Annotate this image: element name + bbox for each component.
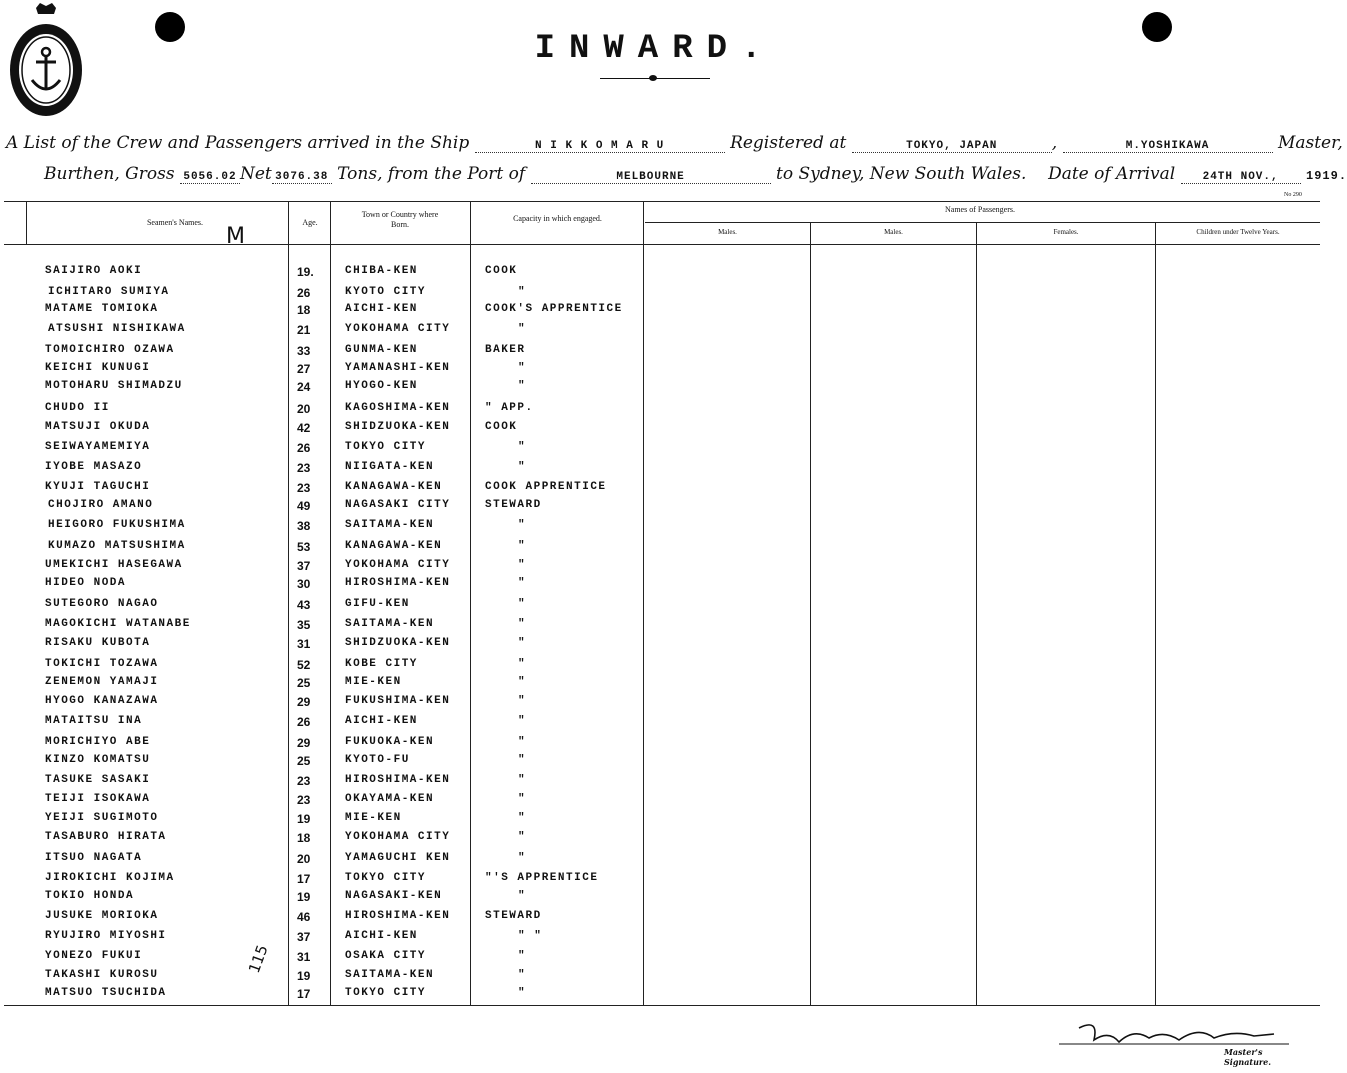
crew-capacity: " [518,987,527,999]
crew-capacity: " [518,676,527,688]
registered-label: Registered at [730,133,847,153]
crew-capacity: " [518,519,527,531]
header-children: Children under Twelve Years. [1196,228,1280,236]
ship-name: N I K K O M A R U [475,140,725,153]
arrival-date: 24TH NOV., [1181,171,1301,184]
crew-name: KINZO KOMATSU [45,754,151,766]
crew-birthplace: TOKYO CITY [345,987,427,999]
crew-age: 19 [297,969,311,983]
crew-capacity: COOK [485,421,518,433]
crew-capacity: " [518,890,527,902]
crew-age: 29 [297,695,311,709]
header-males-2: Males. [884,228,903,236]
crew-name: HEIGORO FUKUSHIMA [48,519,186,531]
crew-birthplace: KANAGAWA-KEN [345,540,443,552]
crew-age: 23 [297,481,311,495]
crew-name: SUTEGORO NAGAO [45,598,159,610]
master-label: Master, [1277,133,1343,153]
crew-capacity: " " [518,930,543,942]
crew-birthplace: CHIBA-KEN [345,265,418,277]
gross-tons: 5056.02 [180,171,240,184]
crew-name: ITSUO NAGATA [45,852,143,864]
crew-birthplace: OKAYAMA-KEN [345,793,435,805]
crew-birthplace: HYOGO-KEN [345,380,418,392]
crew-name: IYOBE MASAZO [45,461,143,473]
crew-birthplace: FUKUOKA-KEN [345,736,435,748]
master-signature [1039,1010,1299,1067]
crew-capacity: " [518,695,527,707]
crew-age: 20 [297,852,311,866]
crew-capacity: " [518,793,527,805]
crew-age: 21 [297,323,311,337]
crew-birthplace: SAITAMA-KEN [345,519,435,531]
crew-birthplace: YAMANASHI-KEN [345,362,451,374]
crew-age: 20 [297,402,311,416]
crew-name: CHUDO II [45,402,110,414]
crew-name: ATSUSHI NISHIKAWA [48,323,186,335]
crew-birthplace: NAGASAKI-KEN [345,890,443,902]
crew-age: 33 [297,344,311,358]
crew-age: 23 [297,774,311,788]
crew-age: 25 [297,754,311,768]
crew-age: 25 [297,676,311,690]
crew-birthplace: KYOTO CITY [345,286,427,298]
crew-birthplace: GIFU-KEN [345,598,410,610]
crew-name: YONEZO FUKUI [45,950,143,962]
crew-birthplace: AICHI-KEN [345,715,418,727]
crew-capacity: " [518,852,527,864]
crew-birthplace: YOKOHAMA CITY [345,831,451,843]
burthen-label: Burthen, Gross [44,164,175,184]
crew-birthplace: KOBE CITY [345,658,418,670]
col-divider [288,201,289,1005]
passenger-subrule [645,222,1320,223]
crew-birthplace: YOKOHAMA CITY [345,323,451,335]
office-seal [6,2,86,120]
crew-capacity: " [518,362,527,374]
crew-capacity: " [518,618,527,630]
crew-birthplace: MIE-KEN [345,812,402,824]
crew-birthplace: HIROSHIMA-KEN [345,910,451,922]
col-divider [26,201,27,245]
crew-birthplace: FUKUSHIMA-KEN [345,695,451,707]
crew-age: 38 [297,519,311,533]
crew-capacity: STEWARD [485,499,542,511]
crew-name: TEIJI ISOKAWA [45,793,151,805]
header-males-1: Males. [718,228,737,236]
signature-label: Master's Signature. [1224,1047,1272,1067]
crew-name: MATAITSU INA [45,715,143,727]
crew-birthplace: YOKOHAMA CITY [345,559,451,571]
crew-capacity: " [518,286,527,298]
burthen-line [44,164,1346,184]
crew-capacity: " [518,323,527,335]
header-capacity: Capacity in which engaged. [513,214,602,223]
master-name: M.YOSHIKAWA [1063,140,1273,153]
crew-capacity: " [518,380,527,392]
crew-capacity: " APP. [485,402,534,414]
form-number: No 290 [1284,192,1302,198]
crew-name: TOKICHI TOZAWA [45,658,159,670]
crew-capacity: " [518,969,527,981]
crew-birthplace: GUNMA-KEN [345,344,418,356]
registered-port: TOKYO, JAPAN [852,140,1052,153]
crew-age: 19 [297,890,311,904]
crew-capacity: " [518,559,527,571]
crew-age: 52 [297,658,311,672]
crew-name: RISAKU KUBOTA [45,637,151,649]
crew-birthplace: TOKYO CITY [345,441,427,453]
crew-age: 31 [297,637,311,651]
crew-age: 26 [297,441,311,455]
header-age: Age. [302,218,318,227]
crew-birthplace: AICHI-KEN [345,303,418,315]
handwritten-tick: M [226,224,245,249]
crew-name: JUSUKE MORIOKA [45,910,159,922]
crew-name: KUMAZO MATSUSHIMA [48,540,186,552]
crew-name: UMEKICHI HASEGAWA [45,559,183,571]
punch-hole-left [155,12,185,42]
crew-name: TASUKE SASAKI [45,774,151,786]
crew-name: TOMOICHIRO OZAWA [45,344,175,356]
margin-note: 115 [244,942,272,976]
header-bottom-rule [4,244,1320,245]
header-passengers: Names of Passengers. [945,205,1015,214]
crew-birthplace: MIE-KEN [345,676,402,688]
crew-capacity: BAKER [485,344,526,356]
crew-age: 19 [297,812,311,826]
crew-name: JIROKICHI KOJIMA [45,872,175,884]
crew-capacity: " [518,715,527,727]
crew-capacity: " [518,461,527,473]
crew-birthplace: KANAGAWA-KEN [345,481,443,493]
crew-birthplace: SHIDZUOKA-KEN [345,637,451,649]
crew-capacity: COOK [485,265,518,277]
crew-name: SAIJIRO AOKI [45,265,143,277]
tons-label: Tons, from the Port of [337,164,526,184]
table-bottom-rule [4,1005,1320,1006]
crew-birthplace: KYOTO-FU [345,754,410,766]
crew-age: 30 [297,577,311,591]
crew-age: 17 [297,872,311,886]
crew-name: MORICHIYO ABE [45,736,151,748]
crew-capacity: " [518,774,527,786]
crew-name: SEIWAYAMEMIYA [45,441,151,453]
title-ornament [649,75,657,81]
crew-capacity: " [518,577,527,589]
to-sydney: to Sydney, New South Wales. [776,164,1027,184]
crew-capacity: " [518,736,527,748]
crew-name: MATAME TOMIOKA [45,303,159,315]
port-from: MELBOURNE [531,171,771,184]
crew-name: TOKIO HONDA [45,890,135,902]
crew-birthplace: NAGASAKI CITY [345,499,451,511]
intro-line [6,133,1343,153]
crew-name: HYOGO KANAZAWA [45,695,159,707]
crew-capacity: COOK APPRENTICE [485,481,607,493]
crew-capacity: "'S APPRENTICE [485,872,599,884]
crew-age: 35 [297,618,311,632]
crew-birthplace: YAMAGUCHI KEN [345,852,451,864]
table-top-rule [4,201,1320,202]
intro-text: A List of the Crew and Passengers arrived in the Ship [6,133,470,153]
crew-age: 37 [297,559,311,573]
crew-age: 29 [297,736,311,750]
crew-capacity: " [518,754,527,766]
crew-name: MOTOHARU SHIMADZU [45,380,183,392]
crew-capacity: COOK'S APPRENTICE [485,303,623,315]
col-divider [810,222,811,1005]
crew-age: 26 [297,715,311,729]
crew-name: MATSUO TSUCHIDA [45,987,167,999]
crew-birthplace: TOKYO CITY [345,872,427,884]
crew-name: MATSUJI OKUDA [45,421,151,433]
page-title: INWARD. [534,30,776,68]
crew-age: 43 [297,598,311,612]
crew-name: MAGOKICHI WATANABE [45,618,191,630]
header-females: Females. [1053,228,1079,236]
header-born: Town or Country where Born. [361,210,439,229]
crew-birthplace: AICHI-KEN [345,930,418,942]
net-label: Net [239,164,272,184]
crew-age: 27 [297,362,311,376]
crew-age: 17 [297,987,311,1001]
crew-capacity: " [518,540,527,552]
crew-capacity: " [518,598,527,610]
crew-capacity: " [518,441,527,453]
crew-name: ICHITARO SUMIYA [48,286,170,298]
crew-birthplace: KAGOSHIMA-KEN [345,402,451,414]
net-tons: 3076.38 [272,171,332,184]
col-divider [976,222,977,1005]
punch-hole-right [1142,12,1172,42]
crew-name: TASABURO HIRATA [45,831,167,843]
crew-age: 49 [297,499,311,513]
crew-capacity: " [518,831,527,843]
col-divider [643,201,644,1005]
crew-age: 23 [297,793,311,807]
crew-name: CHOJIRO AMANO [48,499,154,511]
crew-capacity: " [518,812,527,824]
col-divider [330,201,331,1005]
col-divider [1155,222,1156,1005]
crew-age: 26 [297,286,311,300]
crew-capacity: " [518,950,527,962]
crew-name: YEIJI SUGIMOTO [45,812,159,824]
crew-age: 37 [297,930,311,944]
crew-birthplace: NIIGATA-KEN [345,461,435,473]
comma: , [1051,133,1058,153]
col-divider [470,201,471,1005]
crew-birthplace: SAITAMA-KEN [345,618,435,630]
crew-age: 19. [297,265,314,279]
crew-age: 53 [297,540,311,554]
crew-name: KEICHI KUNUGI [45,362,151,374]
crew-age: 46 [297,910,311,924]
crew-name: KYUJI TAGUCHI [45,481,151,493]
crew-birthplace: HIROSHIMA-KEN [345,577,451,589]
crew-birthplace: SAITAMA-KEN [345,969,435,981]
crew-birthplace: SHIDZUOKA-KEN [345,421,451,433]
crew-capacity: STEWARD [485,910,542,922]
crew-birthplace: OSAKA CITY [345,950,427,962]
crew-name: ZENEMON YAMAJI [45,676,159,688]
crew-birthplace: HIROSHIMA-KEN [345,774,451,786]
crew-age: 24 [297,380,311,394]
crew-name: HIDEO NODA [45,577,127,589]
header-seamen-names: Seamen's Names. [146,218,204,227]
crew-capacity: " [518,658,527,670]
crew-age: 18 [297,303,311,317]
date-label: Date of Arrival [1048,164,1176,184]
crew-age: 18 [297,831,311,845]
crew-age: 31 [297,950,311,964]
crew-name: TAKASHI KUROSU [45,969,159,981]
crew-age: 42 [297,421,311,435]
crew-name: RYUJIRO MIYOSHI [45,930,167,942]
arrival-year: 1919. [1306,169,1347,183]
crew-capacity: " [518,637,527,649]
crew-age: 23 [297,461,311,475]
